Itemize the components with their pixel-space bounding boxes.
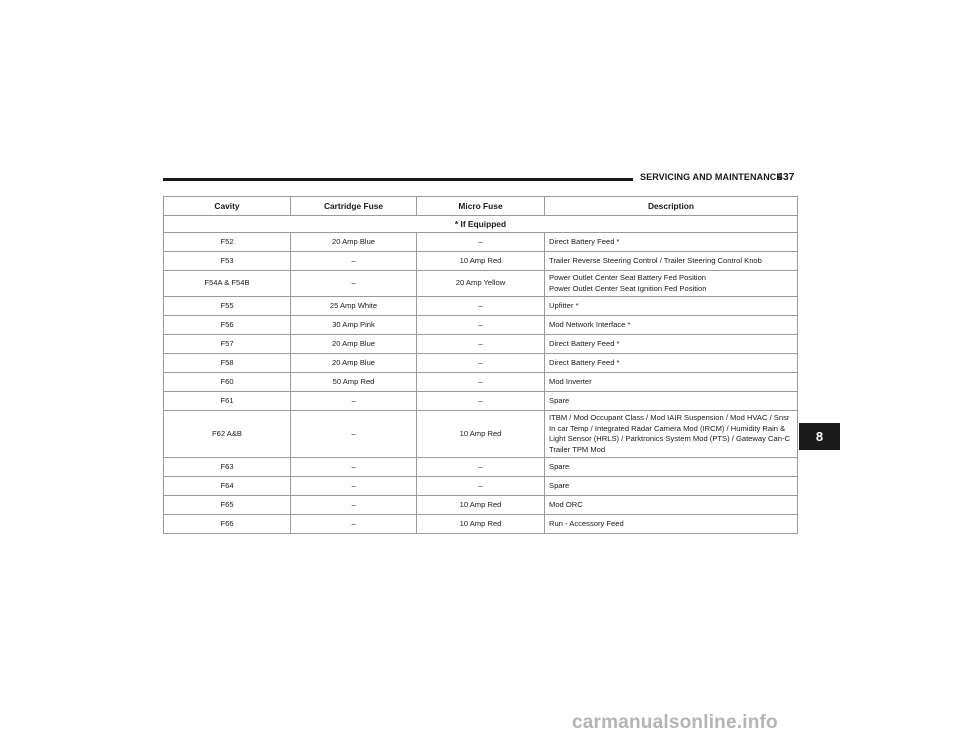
description-line: Upfitter * bbox=[549, 300, 579, 310]
description-line: Spare bbox=[549, 461, 570, 471]
table-row bbox=[164, 496, 798, 515]
description-line: Spare bbox=[549, 395, 570, 405]
micro-fuse-cell: 10 Amp Red bbox=[417, 515, 545, 534]
description-cell bbox=[545, 233, 798, 252]
fuse-table bbox=[163, 196, 798, 534]
description-line: Direct Battery Feed * bbox=[549, 357, 620, 367]
table-row bbox=[164, 515, 798, 534]
description-cell bbox=[545, 335, 798, 354]
if-equipped-note-row bbox=[164, 216, 798, 233]
micro-fuse-cell: – bbox=[417, 335, 545, 354]
header-rule bbox=[163, 178, 633, 181]
watermark: carmanualsonline.info bbox=[572, 712, 778, 733]
description-line: Mod Network Interface * bbox=[549, 319, 631, 329]
cavity-cell: F56 bbox=[164, 316, 291, 335]
cartridge-fuse-cell: 20 Amp Blue bbox=[291, 233, 417, 252]
table-row bbox=[164, 297, 798, 316]
micro-fuse-cell: 10 Amp Red bbox=[417, 252, 545, 271]
table-header-row bbox=[164, 197, 798, 216]
column-header-description: Description bbox=[545, 197, 798, 216]
column-header-cartridge-fuse: Cartridge Fuse bbox=[291, 197, 417, 216]
table-row bbox=[164, 335, 798, 354]
description-cell bbox=[545, 458, 798, 477]
cartridge-fuse-cell: – bbox=[291, 411, 417, 458]
cartridge-fuse-cell: – bbox=[291, 271, 417, 297]
cavity-cell: F57 bbox=[164, 335, 291, 354]
micro-fuse-cell: – bbox=[417, 297, 545, 316]
micro-fuse-cell: 10 Amp Red bbox=[417, 496, 545, 515]
cavity-cell: F55 bbox=[164, 297, 291, 316]
description-line: Spare bbox=[549, 480, 570, 490]
table-row bbox=[164, 354, 798, 373]
description-line: Mod Inverter bbox=[549, 376, 592, 386]
cavity-cell: F53 bbox=[164, 252, 291, 271]
description-cell bbox=[545, 515, 798, 534]
description-cell bbox=[545, 496, 798, 515]
table-row bbox=[164, 373, 798, 392]
micro-fuse-cell: – bbox=[417, 477, 545, 496]
cartridge-fuse-cell: 20 Amp Blue bbox=[291, 335, 417, 354]
description-cell bbox=[545, 373, 798, 392]
cartridge-fuse-cell: 20 Amp Blue bbox=[291, 354, 417, 373]
table-row bbox=[164, 316, 798, 335]
description-cell bbox=[545, 392, 798, 411]
page-number: 437 bbox=[777, 171, 795, 183]
cartridge-fuse-cell: 30 Amp Pink bbox=[291, 316, 417, 335]
micro-fuse-cell: 20 Amp Yellow bbox=[417, 271, 545, 297]
table-row bbox=[164, 252, 798, 271]
cavity-cell: F58 bbox=[164, 354, 291, 373]
description-cell bbox=[545, 411, 798, 458]
description-line: Power Outlet Center Seat Ignition Fed Position bbox=[549, 283, 707, 293]
micro-fuse-cell: 10 Amp Red bbox=[417, 411, 545, 458]
description-cell bbox=[545, 297, 798, 316]
section-title: SERVICING AND MAINTENANCE bbox=[640, 172, 783, 182]
if-equipped-note: * If Equipped bbox=[164, 216, 798, 233]
micro-fuse-cell: – bbox=[417, 458, 545, 477]
cavity-cell: F65 bbox=[164, 496, 291, 515]
description-line: Run - Accessory Feed bbox=[549, 518, 624, 528]
cavity-cell: F52 bbox=[164, 233, 291, 252]
cavity-cell: F64 bbox=[164, 477, 291, 496]
micro-fuse-cell: – bbox=[417, 233, 545, 252]
description-line: Direct Battery Feed * bbox=[549, 236, 620, 246]
cartridge-fuse-cell: – bbox=[291, 458, 417, 477]
cartridge-fuse-cell: – bbox=[291, 477, 417, 496]
cartridge-fuse-cell: – bbox=[291, 515, 417, 534]
table-row bbox=[164, 411, 798, 458]
micro-fuse-cell: – bbox=[417, 373, 545, 392]
cartridge-fuse-cell: – bbox=[291, 252, 417, 271]
description-cell bbox=[545, 354, 798, 373]
micro-fuse-cell: – bbox=[417, 316, 545, 335]
description-cell bbox=[545, 477, 798, 496]
cavity-cell: F61 bbox=[164, 392, 291, 411]
cartridge-fuse-cell: – bbox=[291, 496, 417, 515]
cartridge-fuse-cell: 25 Amp White bbox=[291, 297, 417, 316]
description-cell bbox=[545, 271, 798, 297]
cavity-cell: F63 bbox=[164, 458, 291, 477]
column-header-micro-fuse: Micro Fuse bbox=[417, 197, 545, 216]
description-cell bbox=[545, 316, 798, 335]
cartridge-fuse-cell: 50 Amp Red bbox=[291, 373, 417, 392]
description-line: Direct Battery Feed * bbox=[549, 338, 620, 348]
table-row bbox=[164, 233, 798, 252]
description-cell bbox=[545, 252, 798, 271]
table-row bbox=[164, 458, 798, 477]
cavity-cell: F54A & F54B bbox=[164, 271, 291, 297]
chapter-tab: 8 bbox=[799, 423, 840, 450]
table-row bbox=[164, 392, 798, 411]
cartridge-fuse-cell: – bbox=[291, 392, 417, 411]
description-line: Power Outlet Center Seat Battery Fed Position bbox=[549, 273, 707, 282]
table-row bbox=[164, 477, 798, 496]
description-line: Mod ORC bbox=[549, 499, 583, 509]
cavity-cell: F60 bbox=[164, 373, 291, 392]
table-row bbox=[164, 271, 798, 297]
micro-fuse-cell: – bbox=[417, 392, 545, 411]
description-line: Trailer Reverse Steering Control / Trailer Steering Control Knob bbox=[549, 255, 762, 265]
column-header-cavity: Cavity bbox=[164, 197, 291, 216]
cavity-cell: F62 A&B bbox=[164, 411, 291, 458]
description-line: ITBM / Mod Occupant Class / Mod IAIR Suspension / Mod HVAC / Snsr In car Temp / Integrated Radar Camera Mod (IRCM) / Humidity Rain & Light Sensor (HRLS) / Parktronics System Mod (PTS) / Gateway Can-C Trailer TPM Mod bbox=[549, 413, 790, 454]
cavity-cell: F66 bbox=[164, 515, 291, 534]
micro-fuse-cell: – bbox=[417, 354, 545, 373]
